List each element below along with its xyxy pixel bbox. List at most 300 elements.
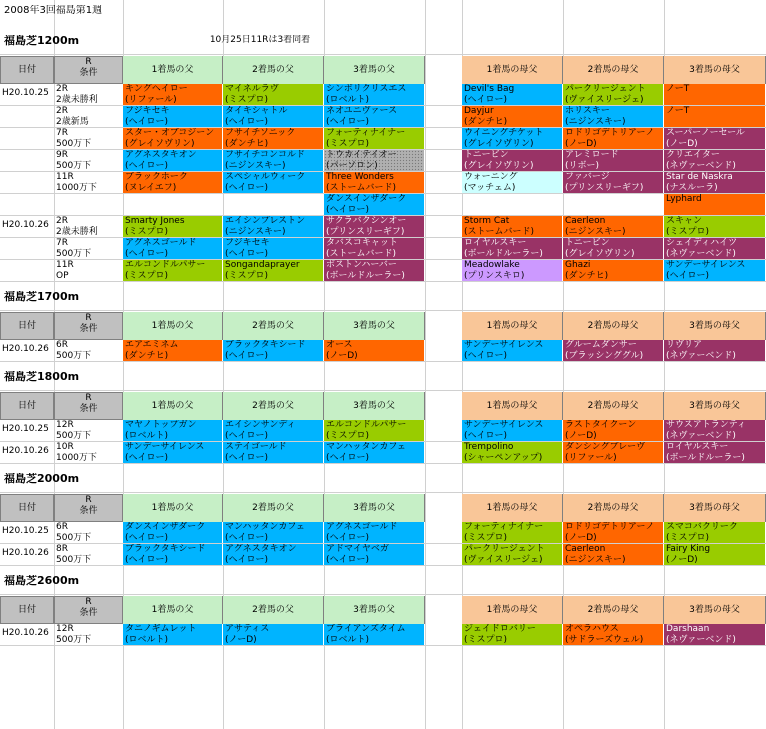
race-number: 2R — [56, 84, 68, 94]
damsire-cell-sire-name: Star de Naskra — [666, 172, 733, 182]
race-condition: 500万下 — [56, 161, 92, 171]
grid-row-line — [0, 463, 766, 464]
sire-cell-sire-name: トウカイテイオー — [326, 150, 397, 160]
damsire-cell-sire-name: Darshaan — [666, 624, 710, 634]
sire-cell-sire-name: タバスコキャット — [326, 238, 398, 248]
header-r: R — [85, 313, 92, 323]
sire-cell-sire-line: (ヘイロー) — [225, 117, 269, 127]
damsire-cell-sire-name: フォーティナイナー — [464, 522, 544, 532]
sire-cell-sire-line: (ヘイロー) — [125, 249, 169, 259]
damsire-cell — [462, 238, 562, 259]
sire-cell-sire-name: フォーティナイナー — [326, 128, 406, 138]
race-cell — [56, 624, 123, 646]
header-r: R — [85, 393, 92, 403]
sire-cell-extra — [324, 194, 424, 215]
sire-cell-sire-line: (パーソロン) — [326, 161, 378, 171]
damsire-cell-sire-line: (ストームバード) — [464, 227, 535, 237]
sire-cell-sire-name: アサティス — [225, 624, 270, 634]
sire-cell-sire-name: スター・オブコジーン — [125, 128, 215, 138]
damsire-cell-sire-line: (プリンスリーギフ) — [565, 183, 644, 193]
race-cell — [56, 150, 123, 172]
sire-cell-sire-line: (ミスプロ) — [326, 431, 370, 441]
damsire-cell-sire-name: ホリスキー — [565, 106, 610, 116]
race-date: H20.10.26 — [2, 628, 49, 638]
sire-cell-sire-line: (ノーD) — [326, 351, 358, 361]
header-damsire-3: 3着馬の母父 — [664, 56, 766, 84]
race-number: 12R — [56, 420, 74, 430]
sire-cell-sire-name: サンデーサイレンス — [125, 442, 205, 452]
race-cell — [56, 84, 123, 106]
race-date: H20.10.26 — [2, 344, 49, 354]
sire-cell-sire-line: (ミスプロ) — [225, 95, 269, 105]
grid-row-line — [0, 594, 766, 595]
race-number: 2R — [56, 106, 68, 116]
header-sire-3: 3着馬の父 — [324, 494, 425, 522]
damsire-cell-sire-name: Meadowlake — [464, 260, 520, 270]
sire-cell-sire-line: (ストームバード) — [326, 183, 397, 193]
race-date: H20.10.26 — [2, 548, 49, 558]
sire-cell-sire-line: (ヘイロー) — [125, 533, 169, 543]
sire-cell — [223, 128, 323, 149]
damsire-cell — [563, 128, 663, 149]
damsire-cell-sire-name: シェイディハイツ — [666, 238, 738, 248]
sire-cell — [123, 84, 222, 105]
sire-cell-sire-name: アグネスタキオン — [125, 150, 197, 160]
header-r: R — [85, 597, 92, 607]
race-number: 6R — [56, 340, 68, 350]
header-cond: 条件 — [79, 608, 98, 618]
sire-cell — [123, 260, 222, 281]
header-damsire-3: 3着馬の母父 — [664, 312, 766, 340]
race-number: 12R — [56, 624, 74, 634]
header-date: 日付 — [0, 494, 54, 522]
race-condition: 500万下 — [56, 431, 92, 441]
sire-cell — [324, 216, 424, 237]
sire-cell — [324, 238, 424, 259]
sire-cell-sire-name: マヤノトップガン — [125, 420, 197, 430]
damsire-cell-sire-line: (ミスプロ) — [666, 533, 710, 543]
sire-cell — [223, 150, 323, 171]
damsire-cell — [462, 128, 562, 149]
damsire-cell-sire-name: Ghazi — [565, 260, 591, 270]
damsire-cell-sire-name: Trempolino — [464, 442, 514, 452]
sire-cell-sire-line: (ニジンスキー) — [225, 227, 286, 237]
damsire-cell-sire-name: サウスアトランティ — [666, 420, 747, 430]
tie-note: 10月25日11Rは3着同着 — [209, 35, 311, 45]
sire-cell — [324, 624, 424, 645]
damsire-cell-sire-line: (ネヴァーベンド) — [666, 249, 736, 259]
header-sire-2: 2着馬の父 — [223, 596, 324, 624]
damsire-cell — [664, 544, 765, 565]
section-title: 福島芝1700m — [4, 291, 80, 303]
sire-cell-sire-line: (ヌレイエフ) — [125, 183, 177, 193]
race-date — [2, 176, 54, 190]
header-race — [54, 312, 123, 340]
sire-cell-sire-line: (ミスプロ) — [125, 227, 169, 237]
race-cell — [56, 340, 123, 362]
damsire-cell-sire-line: (ブラッシンググル) — [565, 351, 644, 361]
sire-cell-sire-name: フジキセキ — [125, 106, 170, 116]
sire-cell-sire-name: アドマイヤベガ — [326, 544, 389, 554]
race-number: 2R — [56, 216, 68, 226]
damsire-cell-sire-line: (グレイソヴリン) — [464, 161, 534, 171]
sire-cell — [123, 522, 222, 543]
race-cell — [56, 442, 123, 464]
damsire-cell — [563, 150, 663, 171]
damsire-cell-sire-name: ロイヤルスキー — [666, 442, 729, 452]
sire-cell-sire-line: (リファール) — [125, 95, 177, 105]
grid-row-line — [0, 361, 766, 362]
sire-cell-sire-name: ブライアンズタイム — [326, 624, 406, 634]
header-date: 日付 — [0, 392, 54, 420]
sire-cell — [123, 238, 222, 259]
damsire-cell-sire-line: (グレイソヴリン) — [464, 139, 534, 149]
sire-cell — [324, 522, 424, 543]
damsire-cell-sire-line: (ボールドルーラー) — [464, 249, 543, 259]
header-damsire-1: 1着馬の母父 — [462, 56, 563, 84]
sire-cell-sire-name: エルコンドルパサー — [326, 420, 407, 430]
damsire-cell-sire-name: Devil's Bag — [464, 84, 515, 94]
damsire-cell-sire-line: (ネヴァーベンド) — [666, 431, 736, 441]
race-date: H20.10.26 — [2, 446, 49, 456]
damsire-cell — [664, 522, 765, 543]
header-damsire-2: 2着馬の母父 — [563, 596, 664, 624]
sire-cell-sire-name: マンハッタンカフェ — [326, 442, 406, 452]
damsire-cell — [664, 238, 765, 259]
damsire-cell — [664, 216, 765, 237]
sire-cell-sire-line: (ダンチヒ) — [125, 351, 169, 361]
damsire-cell — [563, 624, 663, 645]
damsire-cell — [664, 172, 765, 193]
damsire-cell — [563, 84, 663, 105]
header-sire-1: 1着馬の父 — [123, 56, 223, 84]
header-sire-2: 2着馬の父 — [223, 312, 324, 340]
damsire-cell-sire-line: (ヴァイスリージェ) — [464, 555, 543, 565]
race-cell — [56, 106, 123, 128]
damsire-cell — [664, 624, 765, 645]
damsire-cell-sire-name: ノーT — [666, 106, 690, 116]
section-title: 福島芝1200m — [4, 35, 80, 47]
sire-cell — [324, 172, 424, 193]
race-number: 6R — [56, 522, 68, 532]
race-condition: 1000万下 — [56, 453, 97, 463]
header-sire-1: 1着馬の父 — [123, 312, 223, 340]
sire-cell-sire-line: (ロベルト) — [326, 95, 370, 105]
damsire-cell — [462, 172, 562, 193]
damsire-cell — [664, 442, 765, 463]
damsire-cell-sire-line: (ネヴァーベンド) — [666, 635, 736, 645]
sire-cell-sire-line: (ヘイロー) — [125, 117, 169, 127]
header-cond: 条件 — [79, 68, 98, 78]
race-condition: 500万下 — [56, 533, 92, 543]
sire-cell — [223, 238, 323, 259]
damsire-cell — [664, 106, 765, 127]
damsire-cell-sire-name: Caerleon — [565, 544, 606, 554]
damsire-cell — [462, 106, 562, 127]
header-race — [54, 494, 123, 522]
race-cell — [56, 260, 123, 282]
race-condition: 2歳新馬 — [56, 117, 89, 127]
header-sire-2: 2着馬の父 — [223, 392, 324, 420]
damsire-cell-sire-line: (ノーD) — [666, 555, 698, 565]
header-r: R — [85, 495, 92, 505]
header-r: R — [85, 57, 92, 67]
sire-cell-sire-name: ブラックタキシード — [225, 340, 306, 350]
header-sire-1: 1着馬の父 — [123, 494, 223, 522]
sire-cell-sire-line: (ヘイロー) — [225, 533, 269, 543]
race-date — [2, 242, 54, 256]
sire-cell-sire-name: マイネルラヴ — [225, 84, 279, 94]
grid-row-line — [0, 645, 766, 646]
damsire-cell — [462, 340, 562, 361]
sire-cell — [223, 522, 323, 543]
header-date: 日付 — [0, 312, 54, 340]
damsire-cell-sire-name: Dayjur — [464, 106, 494, 116]
sire-cell-sire-line: (ノーD) — [225, 635, 257, 645]
header-damsire-1: 1着馬の母父 — [462, 392, 563, 420]
sire-cell — [324, 442, 424, 463]
sire-cell-sire-name: Smarty Jones — [125, 216, 185, 226]
sire-cell — [324, 128, 424, 149]
section-title: 福島芝2600m — [4, 575, 80, 587]
damsire-cell-sire-line: (ヘイロー) — [464, 431, 508, 441]
sire-cell — [223, 260, 323, 281]
race-condition: 500万下 — [56, 139, 92, 149]
header-sire-2: 2着馬の父 — [223, 494, 324, 522]
damsire-cell-sire-line: (ノーD) — [666, 139, 698, 149]
damsire-cell-sire-line: (シャーペンアップ) — [464, 453, 543, 463]
grid-row-line — [0, 492, 766, 493]
sire-cell-sire-name: タイキシャトル — [225, 106, 288, 116]
sire-cell-sire-name: スペシャルウィーク — [225, 172, 306, 182]
sire-cell-sire-name: ボストンハーバー — [326, 260, 397, 270]
race-cell — [56, 216, 123, 238]
damsire-cell-sire-name: スキャン — [666, 216, 703, 226]
damsire-cell-sire-line: (ニジンスキー) — [565, 227, 626, 237]
race-condition: 1000万下 — [56, 183, 97, 193]
damsire-cell-sire-line: (ニジンスキー) — [565, 117, 626, 127]
damsire-cell — [462, 544, 562, 565]
damsire-cell-sire-name: パークリージェント — [464, 544, 545, 554]
sire-cell-sire-line: (プリンスリーギフ) — [326, 227, 405, 237]
sire-cell — [223, 84, 323, 105]
sire-cell-sire-name: アグネスタキオン — [225, 544, 297, 554]
header-damsire-2: 2着馬の母父 — [563, 392, 664, 420]
grid-row-line — [0, 390, 766, 391]
damsire-cell-sire-line: (ミスプロ) — [666, 227, 710, 237]
race-cell — [56, 522, 123, 544]
sire-cell — [123, 420, 222, 441]
race-number: 8R — [56, 544, 68, 554]
damsire-cell-sire-line: (ニジンスキー) — [565, 555, 626, 565]
header-sire-1: 1着馬の父 — [123, 392, 223, 420]
sire-cell — [123, 544, 222, 565]
header-race — [54, 392, 123, 420]
damsire-cell-sire-name: トニービン — [464, 150, 509, 160]
damsire-cell — [563, 238, 663, 259]
sire-cell-sire-name: ステイゴールド — [225, 442, 287, 452]
damsire-cell-sire-name: ロドリゴデトリアーノ — [565, 128, 655, 138]
race-condition: 2歳未勝利 — [56, 227, 98, 237]
sire-cell-sire-name: エルコンドルパサー — [125, 260, 206, 270]
damsire-cell — [563, 420, 663, 441]
damsire-cell-sire-line: (ネヴァーベンド) — [666, 351, 736, 361]
sire-cell — [223, 420, 323, 441]
damsire-cell-sire-line: (サドラーズウェル) — [565, 635, 644, 645]
damsire-cell-sire-name: ウイニングチケット — [464, 128, 544, 138]
damsire-cell — [462, 442, 562, 463]
damsire-cell-sire-line: (リボー) — [565, 161, 600, 171]
damsire-cell-sire-line: (グレイソヴリン) — [565, 249, 635, 259]
sire-cell-sire-line: (ヘイロー) — [225, 351, 269, 361]
damsire-cell-sire-name: ロドリゴデトリアーノ — [565, 522, 655, 532]
sire-cell-sire-line: (ロベルト) — [125, 635, 169, 645]
sire-cell-sire-name: フサイチコンコルド — [225, 150, 306, 160]
sire-cell-sire-line: (ミスプロ) — [125, 271, 169, 281]
sire-cell — [123, 172, 222, 193]
header-damsire-3: 3着馬の母父 — [664, 392, 766, 420]
damsire-cell-sire-name: ウォーニング — [464, 172, 518, 182]
sire-cell — [324, 150, 424, 171]
grid-row-line — [0, 310, 766, 311]
sire-cell-sire-line: (ヘイロー) — [225, 183, 269, 193]
sire-cell-sire-name: Songandaprayer — [225, 260, 300, 270]
sire-cell-sire-name: サクラバクシンオー — [326, 216, 407, 226]
sire-cell-sire-line: (ヘイロー) — [125, 453, 169, 463]
sire-cell-sire-line: (ヘイロー) — [125, 161, 169, 171]
damsire-cell-sire-name: リヴリア — [666, 340, 703, 350]
sire-cell-sire-name: Three Wonders — [326, 172, 394, 182]
header-date: 日付 — [0, 596, 54, 624]
damsire-cell — [563, 260, 663, 281]
sire-cell-sire-name: エアエミネム — [125, 340, 179, 350]
damsire-cell — [563, 544, 663, 565]
damsire-cell-sire-name: ダンシングブレーヴ — [565, 442, 646, 452]
sire-cell-sire-name: オース — [326, 340, 353, 350]
sire-cell-sire-line: (ロベルト) — [125, 431, 169, 441]
damsire-cell — [664, 420, 765, 441]
sire-cell-sire-name: キングヘイロー — [125, 84, 188, 94]
damsire-cell — [462, 522, 562, 543]
sire-cell-sire-name: ブラックタキシード — [125, 544, 206, 554]
damsire-cell-sire-line: (ミスプロ) — [464, 533, 508, 543]
race-date — [2, 110, 54, 124]
damsire-cell-sire-name: Caerleon — [565, 216, 606, 226]
damsire-cell — [563, 172, 663, 193]
race-number: 10R — [56, 442, 74, 452]
race-condition: 2歳未勝利 — [56, 95, 98, 105]
sire-cell-sire-line: (ヘイロー) — [225, 249, 269, 259]
sire-cell — [223, 544, 323, 565]
race-number: 9R — [56, 150, 68, 160]
sire-cell — [123, 624, 222, 645]
damsire-cell-sire-name: サンデーサイレンス — [666, 260, 746, 270]
sire-cell — [324, 420, 424, 441]
sire-cell-sire-line: (ニジンスキー) — [225, 161, 286, 171]
damsire-cell-sire-name: ラストタイクーン — [565, 420, 637, 430]
damsire-cell-extra — [664, 194, 765, 215]
sheet-title: 2008年3回福島第1週 — [4, 5, 103, 16]
race-number: 11R — [56, 172, 74, 182]
sire-cell-sire-name: シンボリクリスエス — [326, 84, 407, 94]
sire-cell-sire-line: (ヘイロー) — [326, 117, 370, 127]
header-cond: 条件 — [79, 324, 98, 334]
damsire-cell-sire-name: スーパーノーセール — [666, 128, 745, 138]
header-damsire-2: 2着馬の母父 — [563, 494, 664, 522]
damsire-cell-sire-name: トニービン — [565, 238, 610, 248]
race-condition: OP — [56, 271, 69, 281]
damsire-cell-sire-line: (ナスルーラ) — [666, 183, 718, 193]
sire-cell — [324, 340, 424, 361]
sire-cell-sire-line: (グレイソヴリン) — [125, 139, 195, 149]
header-damsire-1: 1着馬の母父 — [462, 596, 563, 624]
section-title: 福島芝1800m — [4, 371, 80, 383]
sire-cell-sire-name: マンハッタンカフェ — [225, 522, 305, 532]
sire-cell-sire-line: (ミスプロ) — [225, 271, 269, 281]
damsire-cell — [563, 106, 663, 127]
damsire-cell-sire-name: Fairy King — [666, 544, 711, 554]
race-date — [2, 132, 54, 146]
sire-cell — [223, 106, 323, 127]
race-cell — [56, 238, 123, 260]
sire-cell — [123, 150, 222, 171]
sire-cell-sire-name: エイシンサンディ — [225, 420, 296, 430]
damsire-cell — [664, 150, 765, 171]
header-damsire-3: 3着馬の母父 — [664, 596, 766, 624]
damsire-cell-sire-line: (ヘイロー) — [464, 95, 508, 105]
header-race — [54, 596, 123, 624]
damsire-cell-sire-line: (ボールドルーラー) — [666, 453, 745, 463]
race-cell — [56, 128, 123, 150]
damsire-cell — [664, 340, 765, 361]
sire-cell-extra-sire-name: ダンスインザダーク — [326, 194, 407, 204]
header-sire-2: 2着馬の父 — [223, 56, 324, 84]
sire-cell-sire-line: (ロベルト) — [326, 635, 370, 645]
header-sire-3: 3着馬の父 — [324, 312, 425, 340]
damsire-cell-sire-line: (プリンスキロ) — [464, 271, 525, 281]
sire-cell — [223, 624, 323, 645]
race-date — [2, 264, 54, 278]
sire-cell — [123, 106, 222, 127]
race-condition: 500万下 — [56, 351, 92, 361]
damsire-cell — [462, 260, 562, 281]
sire-cell-sire-line: (ダンチヒ) — [225, 139, 269, 149]
header-damsire-3: 3着馬の母父 — [664, 494, 766, 522]
sire-cell-sire-name: ネオユニヴァース — [326, 106, 398, 116]
damsire-cell — [462, 420, 562, 441]
sire-cell-sire-name: フジキセキ — [225, 238, 270, 248]
sire-cell-sire-name: ブラックホーク — [125, 172, 188, 182]
sire-cell-extra-sire-line: (ヘイロー) — [326, 205, 370, 215]
sire-cell-sire-line: (ミスプロ) — [326, 139, 370, 149]
sire-cell-sire-name: エイシンプレストン — [225, 216, 306, 226]
sire-cell — [123, 128, 222, 149]
header-sire-1: 1着馬の父 — [123, 596, 223, 624]
race-cell — [56, 420, 123, 442]
race-condition: 500万下 — [56, 249, 92, 259]
sire-cell-sire-line: (ヘイロー) — [225, 453, 269, 463]
damsire-cell — [462, 624, 562, 645]
header-damsire-2: 2着馬の母父 — [563, 312, 664, 340]
sire-cell — [223, 216, 323, 237]
sire-cell — [324, 260, 424, 281]
header-damsire-1: 1着馬の母父 — [462, 494, 563, 522]
header-race — [54, 56, 123, 84]
damsire-cell-sire-name: オペラハウス — [565, 624, 619, 634]
sire-cell-sire-name: ダンスインザダーク — [125, 522, 206, 532]
grid-column-line — [425, 0, 426, 729]
damsire-cell — [563, 442, 663, 463]
